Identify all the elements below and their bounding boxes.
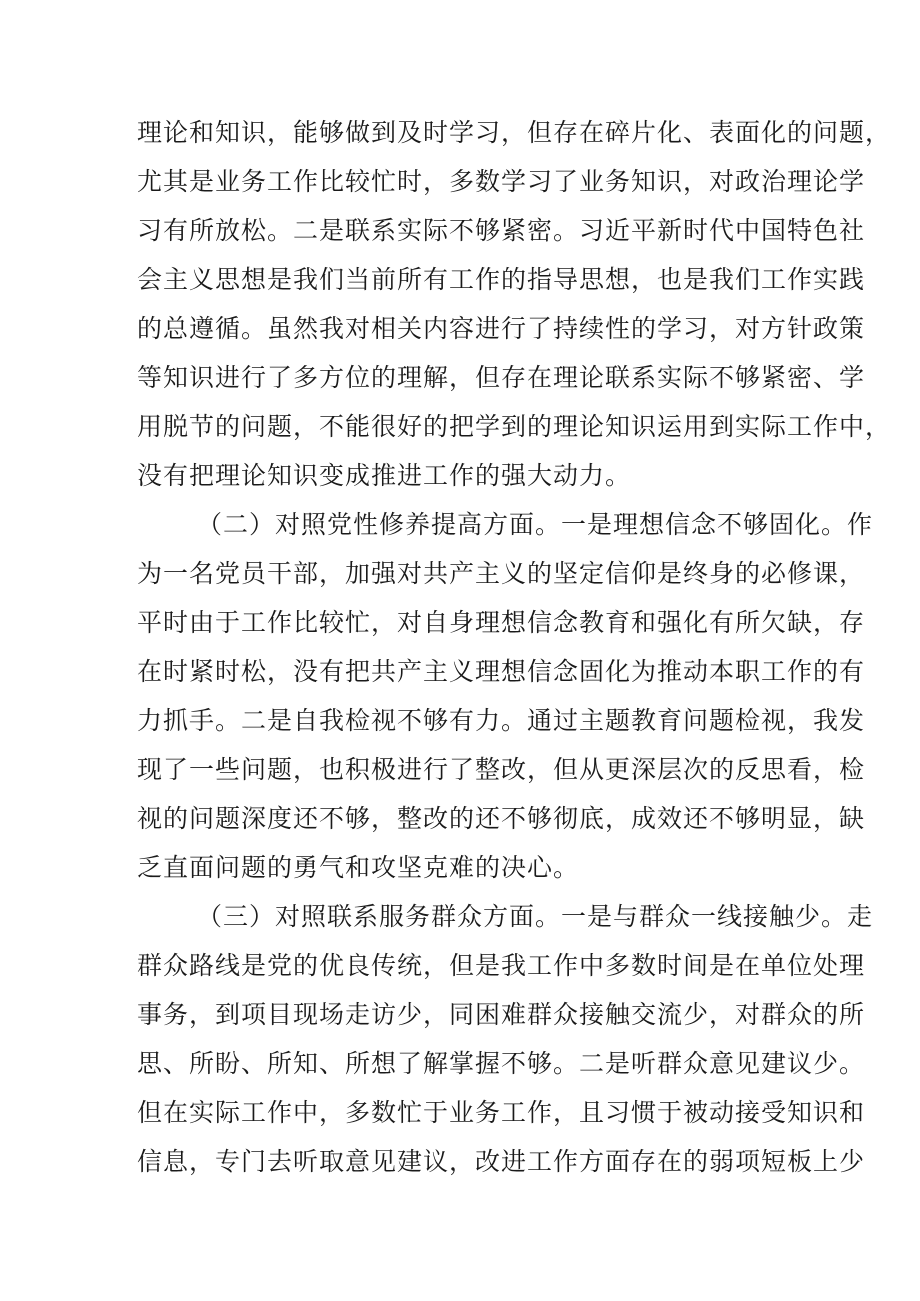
paragraph-1-line: 等知识进行了多方位的理解，但存在理论联系实际不够紧密、学 xyxy=(137,363,866,392)
paragraph-2-line: 为一名党员干部，加强对共产主义的坚定信仰是终身的必修课， xyxy=(137,559,866,588)
paragraph-1-line: 的总遵循。虽然我对相关内容进行了持续性的学习，对方针政策 xyxy=(137,314,866,343)
paragraph-1-line: 用脱节的问题，不能很好的把学到的理论知识运用到实际工作中， xyxy=(137,412,892,441)
paragraph-2-line: 现了一些问题，也积极进行了整改，但从更深层次的反思看，检 xyxy=(137,755,866,784)
paragraph-1-line: 理论和知识，能够做到及时学习，但存在碎片化、表面化的问题， xyxy=(137,118,892,147)
paragraph-2-line: 平时由于工作比较忙，对自身理想信念教育和强化有所欠缺，存 xyxy=(137,608,866,637)
paragraph-3-line: 群众路线是党的优良传统，但是我工作中多数时间是在单位处理 xyxy=(137,951,866,980)
paragraph-3-line: 事务，到项目现场走访少，同困难群众接触交流少，对群众的所 xyxy=(137,1000,866,1029)
document-body xyxy=(137,108,892,1186)
paragraph-3-line: 但在实际工作中，多数忙于业务工作，且习惯于被动接受知识和 xyxy=(137,1098,866,1127)
paragraph-2-line: 在时紧时松，没有把共产主义理想信念固化为推动本职工作的有 xyxy=(137,657,866,686)
paragraph-2-line: 视的问题深度还不够，整改的还不够彻底，成效还不够明显，缺 xyxy=(137,804,866,833)
paragraph-1-line: 尤其是业务工作比较忙时，多数学习了业务知识，对政治理论学 xyxy=(137,167,866,196)
paragraph-3-line: （三）对照联系服务群众方面。一是与群众一线接触少。走 xyxy=(197,902,874,931)
paragraph-2-line: （二）对照党性修养提高方面。一是理想信念不够固化。作 xyxy=(197,510,874,539)
paragraph-2-line: 力抓手。二是自我检视不够有力。通过主题教育问题检视，我发 xyxy=(137,706,866,735)
paragraph-1-line: 会主义思想是我们当前所有工作的指导思想，也是我们工作实践 xyxy=(137,265,866,294)
paragraph-1-line: 习有所放松。二是联系实际不够紧密。习近平新时代中国特色社 xyxy=(137,216,866,245)
paragraph-2-line: 乏直面问题的勇气和攻坚克难的决心。 xyxy=(137,853,580,882)
paragraph-3-line: 信息，专门去听取意见建议，改进工作方面存在的弱项短板上少 xyxy=(137,1147,866,1176)
paragraph-1-line: 没有把理论知识变成推进工作的强大动力。 xyxy=(137,461,632,490)
paragraph-3-line: 思、所盼、所知、所想了解掌握不够。二是听群众意见建议少。 xyxy=(137,1049,866,1078)
